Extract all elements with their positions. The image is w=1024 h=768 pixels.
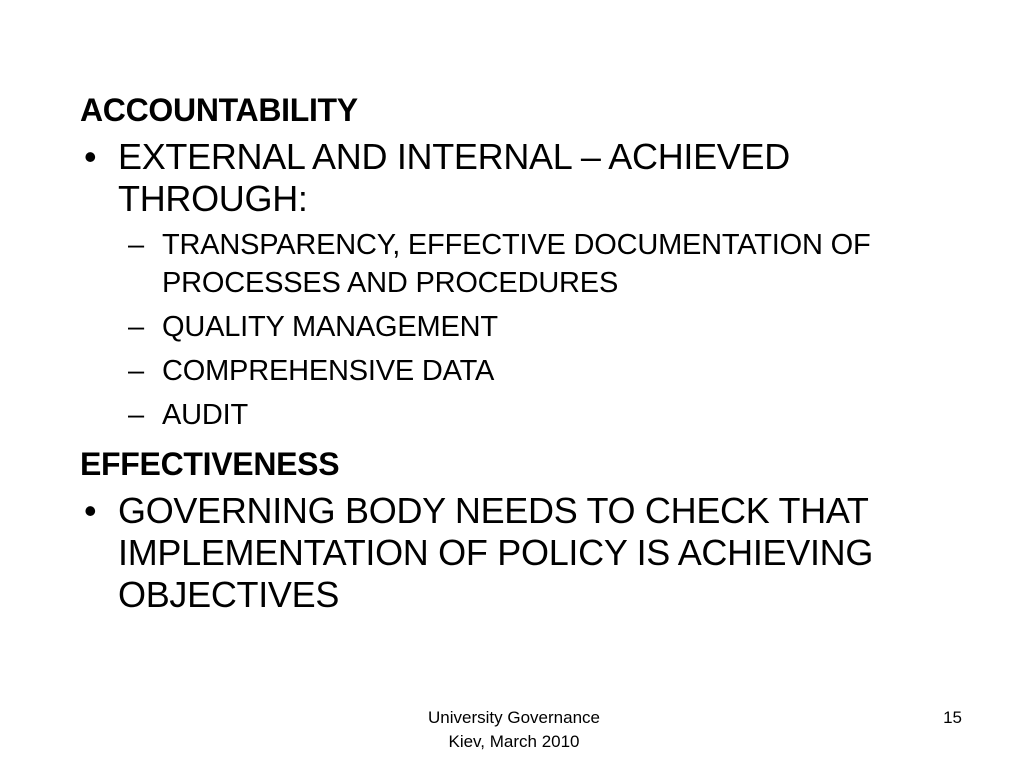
bullet-item — [80, 490, 980, 616]
sub-item-text: AUDIT — [162, 399, 249, 431]
sub-list — [128, 226, 980, 434]
heading-accountability: ACCOUNTABILITY — [80, 92, 358, 128]
dash-icon: – — [128, 355, 144, 387]
bullet-item — [80, 136, 980, 220]
footer-date-location: Kiev, March 2010 — [448, 732, 580, 751]
slide-body — [80, 90, 980, 622]
dash-icon: – — [128, 229, 144, 261]
footer-caption — [412, 706, 616, 754]
sub-item-text: TRANSPARENCY, EFFECTIVE DOCUMENTATION OF PROCESSES AND PROCEDURES — [162, 229, 871, 299]
sub-item — [128, 226, 980, 302]
dash-icon: – — [128, 311, 144, 343]
bullet-text: GOVERNING BODY NEEDS TO CHECK THAT IMPLEMENTATION OF POLICY IS ACHIEVING OBJECTIVES — [118, 490, 874, 615]
sub-item — [128, 352, 980, 390]
sub-item — [128, 396, 980, 434]
bullet-icon: • — [84, 136, 97, 177]
bullet-icon: • — [84, 490, 97, 531]
sub-item-text: COMPREHENSIVE DATA — [162, 355, 495, 387]
sub-item — [128, 308, 980, 346]
footer-title: University Governance — [428, 708, 600, 727]
dash-icon: – — [128, 399, 144, 431]
sub-item-text: QUALITY MANAGEMENT — [162, 311, 498, 343]
heading-effectiveness: EFFECTIVENESS — [80, 446, 340, 482]
bullet-text: EXTERNAL AND INTERNAL – ACHIEVED THROUGH: — [118, 136, 790, 219]
slide-number: 15 — [943, 708, 962, 727]
